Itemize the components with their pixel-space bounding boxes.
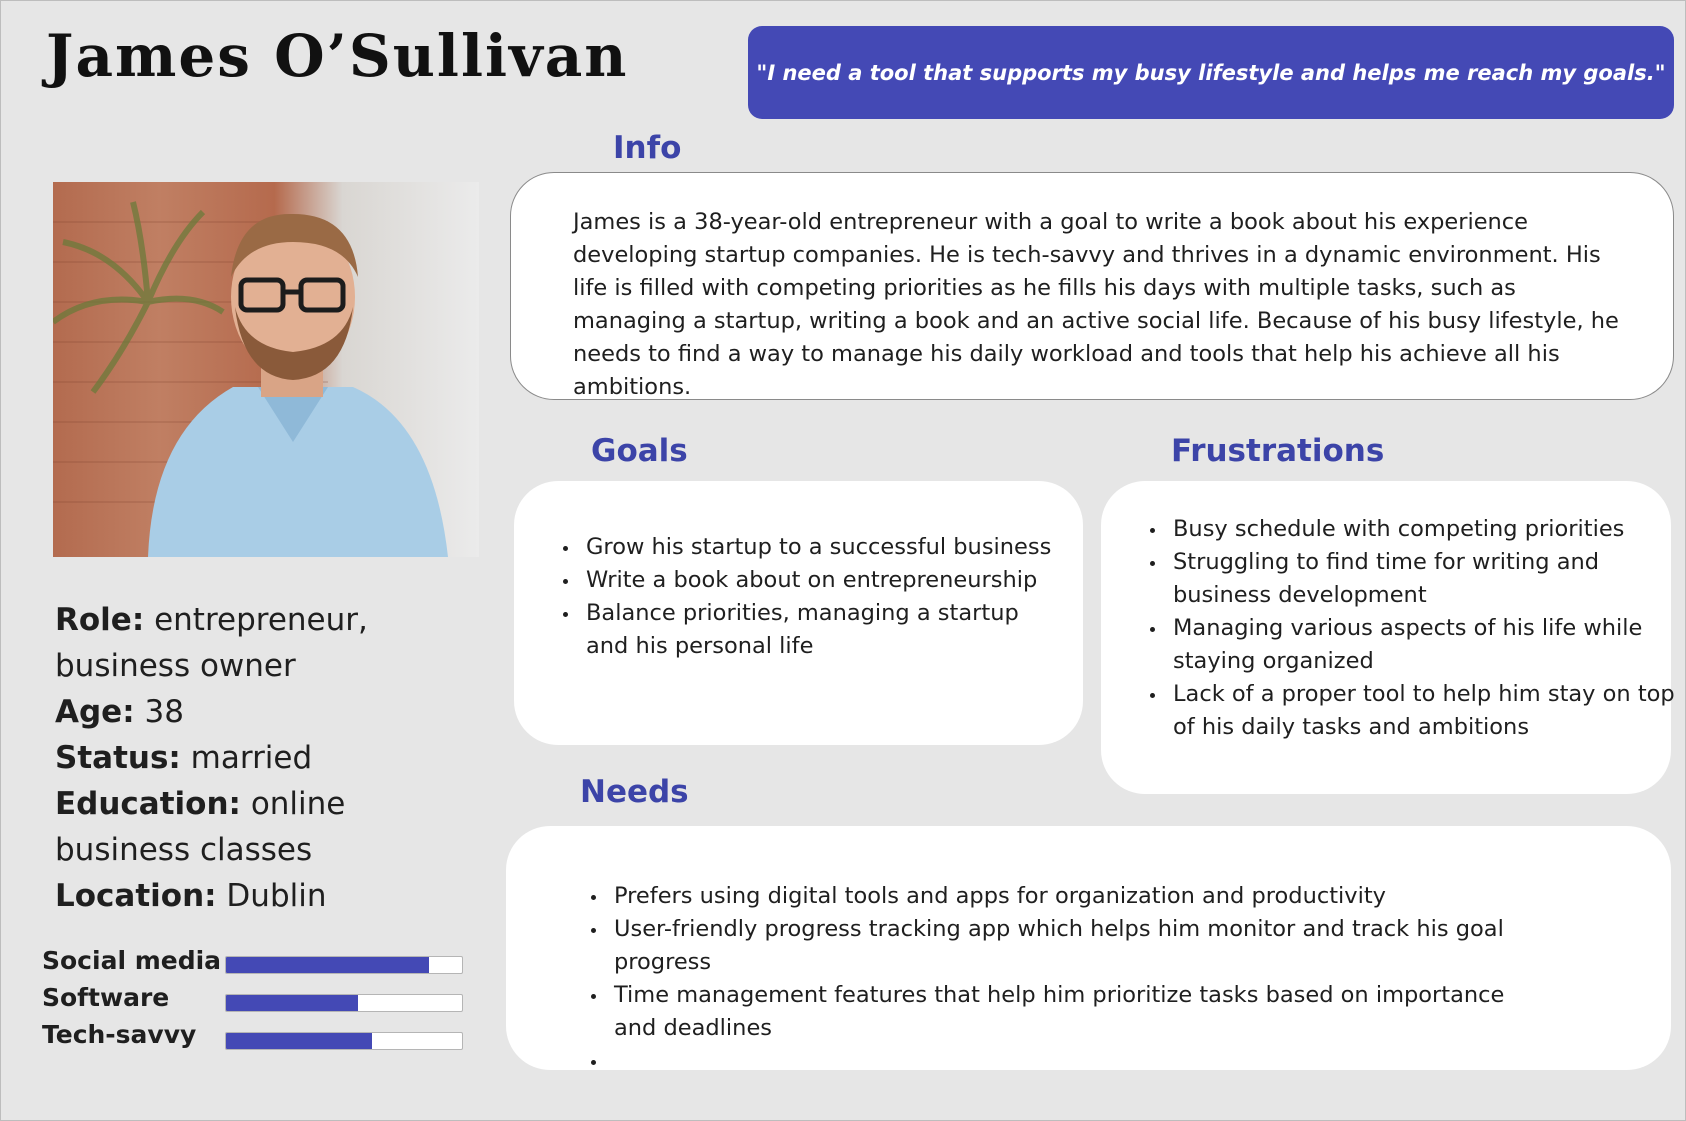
list-item: • Time management features that help him prioritize tasks based on importance and deadlines: [608, 979, 1548, 1045]
education-label: Education:: [55, 786, 241, 822]
list-item: • Grow his startup to a successful business: [580, 531, 1060, 564]
frustrations-list: [1143, 513, 1677, 744]
role-label: Role:: [55, 602, 145, 638]
status-value: married: [190, 740, 313, 776]
skill-label-software: Software: [42, 983, 170, 1012]
frustrations-card: [1101, 481, 1675, 794]
goals-title: Goals: [591, 433, 688, 469]
age-value: 38: [144, 694, 184, 730]
list-item: • Balance priorities, managing a startup and his personal life: [580, 597, 1060, 663]
age-label: Age:: [55, 694, 135, 730]
persona-quote: "I need a tool that supports my busy lifestyle and helps me reach my goals.": [756, 60, 1666, 85]
skill-label-tech-savvy: Tech-savvy: [42, 1020, 197, 1049]
persona-name: James O’Sullivan: [46, 22, 629, 90]
skill-fill: [226, 1033, 372, 1049]
list-item: • Lack of a proper tool to help him stay on top of his daily tasks and ambitions: [1167, 678, 1677, 744]
education-value: online business classes: [55, 786, 346, 868]
quote-banner: [748, 26, 1674, 119]
list-item: • User-friendly progress tracking app which helps him monitor and track his goal progress: [608, 913, 1548, 979]
needs-title: Needs: [580, 774, 689, 810]
skill-label-social-media: Social media: [42, 946, 222, 975]
location-label: Location:: [55, 878, 217, 914]
role-value: entrepreneur, business owner: [55, 602, 368, 684]
info-title: Info: [613, 130, 682, 166]
status-row: [55, 735, 485, 781]
info-card: [510, 172, 1674, 400]
list-item: • Struggling to find time for writing and business development: [1167, 546, 1677, 612]
skill-bar-software: [225, 994, 463, 1012]
skill-bar-tech-savvy: [225, 1032, 463, 1050]
portrait-icon: [53, 182, 479, 557]
location-value: Dublin: [226, 878, 327, 914]
portrait-photo: [53, 182, 479, 557]
goals-card: [514, 481, 1083, 745]
list-item: • Busy schedule with competing priorities: [1167, 513, 1677, 546]
frustrations-title: Frustrations: [1171, 433, 1385, 469]
list-item: • Managing various aspects of his life while staying organized: [1167, 612, 1677, 678]
education-row: [55, 781, 485, 873]
skill-fill: [226, 995, 358, 1011]
needs-card: [506, 826, 1671, 1070]
age-row: [55, 689, 485, 735]
needs-list: [584, 880, 1548, 1078]
info-text: James is a 38-year-old entrepreneur with a goal to write a book about his experience developing startup companies. He is tech-savvy and thrives in a dynamic environment. His life is filled with competing priorities as he fills his days with multiple tasks, such as managing a startup, writing a book and an active social life. Because of his busy lifestyle, he needs to find a way to manage his daily workload and tools that help his achieve all his ambitions.: [573, 209, 1619, 400]
skill-bar-social-media: [225, 956, 463, 974]
list-item: [608, 1045, 1548, 1078]
list-item: • Prefers using digital tools and apps for organization and productivity: [608, 880, 1548, 913]
location-row: [55, 873, 485, 919]
goals-list: [556, 531, 1060, 663]
list-item: • Write a book about on entrepreneurship: [580, 564, 1060, 597]
role-row: [55, 597, 485, 689]
profile-details: [55, 597, 485, 919]
status-label: Status:: [55, 740, 181, 776]
skill-fill: [226, 957, 429, 973]
